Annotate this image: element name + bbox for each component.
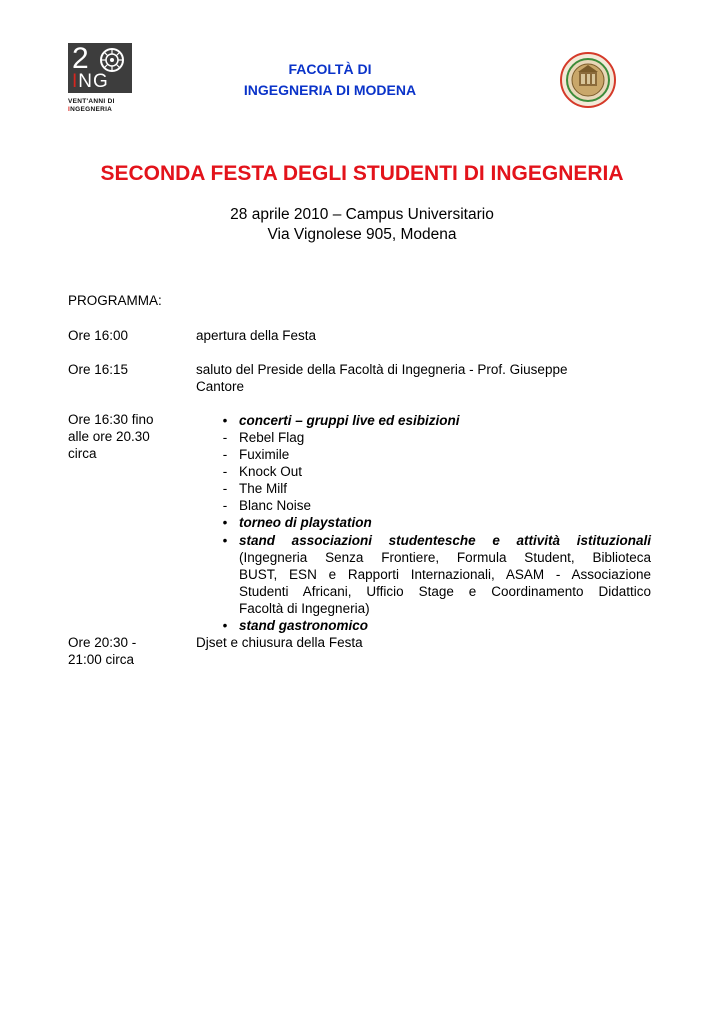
bullet-icon: • xyxy=(222,413,228,428)
program-time-3-line2: alle ore 20.30 xyxy=(68,429,150,444)
university-seal-icon xyxy=(560,52,616,108)
stand-detail-line2: BUST, ESN e Rapporti Internazionali, ASAM - Associazione xyxy=(239,567,651,582)
logo-number: 2 xyxy=(72,42,89,75)
program-text-2-line2: Cantore xyxy=(196,379,245,394)
logo-caption-line2: INGEGNERIA xyxy=(68,106,113,113)
band-item: Blanc Noise xyxy=(239,498,312,513)
list-item-concerti: concerti – gruppi live ed esibizioni xyxy=(239,413,460,428)
list-item-stand: stand associazioni studentesche e attività istituzionali xyxy=(239,533,651,548)
program-heading: PROGRAMMA: xyxy=(68,293,162,308)
faculty-line2: INGEGNERIA DI MODENA xyxy=(243,82,417,98)
program-text-4: Djset e chiusura della Festa xyxy=(196,635,363,650)
dash-icon: - xyxy=(222,447,228,462)
program-text-1: apertura della Festa xyxy=(196,328,317,343)
stand-detail-line4: Facoltà di Ingegneria) xyxy=(239,601,370,616)
band-item: Fuximile xyxy=(239,447,290,462)
bullet-icon: • xyxy=(222,515,228,530)
event-date-line: 28 aprile 2010 – Campus Universitario xyxy=(230,206,494,223)
event-address-line: Via Vignolese 905, Modena xyxy=(267,226,457,243)
bullet-icon: • xyxy=(222,618,228,633)
program-time-3-line1: Ore 16:30 fino xyxy=(68,412,154,427)
band-item: The Milf xyxy=(239,481,288,496)
program-time-3-line3: circa xyxy=(68,446,97,461)
program-time-4-line1: Ore 20:30 - xyxy=(68,635,137,650)
band-item: Knock Out xyxy=(239,464,303,479)
dash-icon: - xyxy=(222,430,228,445)
logo-wheel-icon xyxy=(98,46,126,74)
stand-detail-line3: Studenti Africani, Ufficio Stage e Coordinamento Didattico xyxy=(239,584,651,599)
program-text-2-line1: saluto del Preside della Facoltà di Ingegneria - Prof. Giuseppe xyxy=(196,362,568,377)
faculty-line1: FACOLTÀ DI xyxy=(288,61,372,77)
bullet-icon: • xyxy=(222,533,228,548)
program-time-1: Ore 16:00 xyxy=(68,328,129,343)
dash-icon: - xyxy=(222,498,228,513)
band-item: Rebel Flag xyxy=(239,430,305,445)
page-title: SECONDA FESTA DEGLI STUDENTI DI INGEGNERIA xyxy=(100,162,624,185)
dash-icon: - xyxy=(222,481,228,496)
program-time-2: Ore 16:15 xyxy=(68,362,129,377)
stand-detail-line1: (Ingegneria Senza Frontiere, Formula Student, Biblioteca xyxy=(239,550,651,565)
list-item-torneo: torneo di playstation xyxy=(239,515,372,530)
dash-icon: - xyxy=(222,464,228,479)
logo-ing-text: ING xyxy=(72,71,109,92)
program-time-4-line2: 21:00 circa xyxy=(68,652,135,667)
logo-caption-line1: VENT'ANNI DI xyxy=(68,98,115,105)
list-item-gastronomico: stand gastronomico xyxy=(239,618,369,633)
